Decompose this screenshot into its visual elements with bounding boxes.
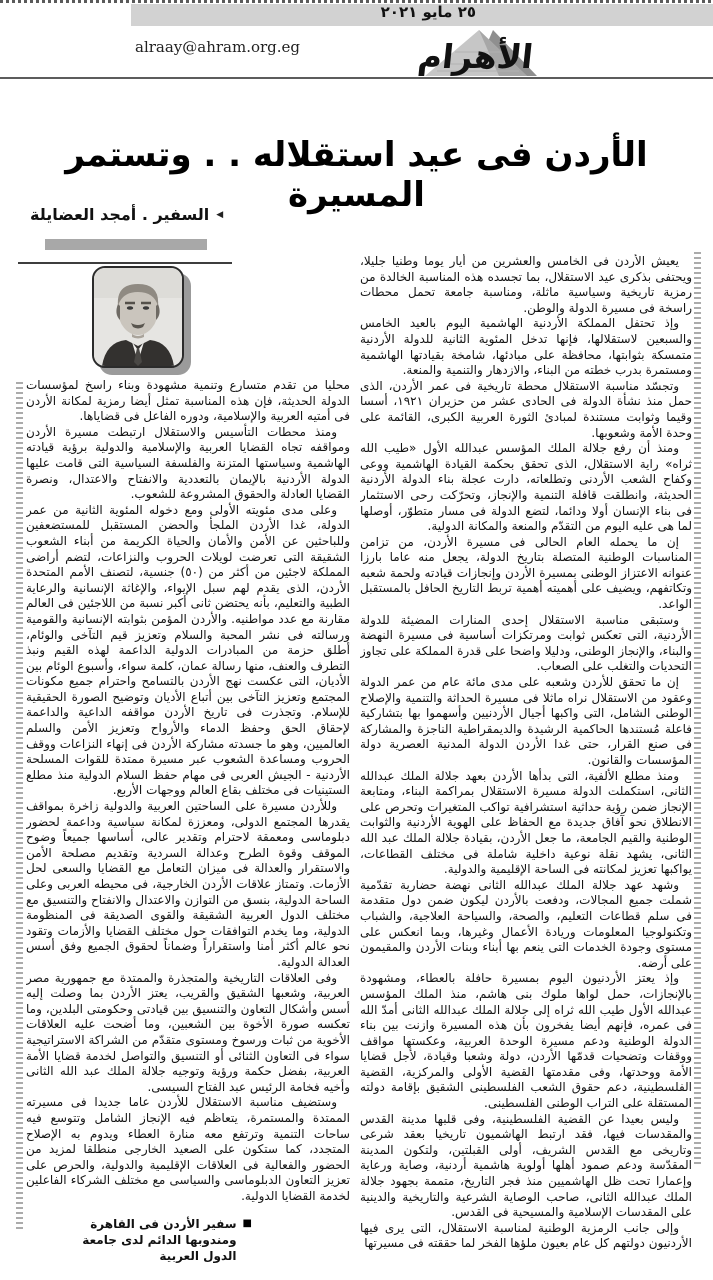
author-signature-note <box>46 1216 252 1264</box>
headline: الأردن فى عيد استقلاله . . وتستمر المسيرة <box>65 134 648 215</box>
byline-text: السفير . أمجد العضايلة <box>30 205 210 224</box>
article-paragraph: وستضيف مناسبة الاستقلال للأردن عاما جديدا فى مسيرته الممتدة والمستمرة، يتعاظم فيه الإنجاز الشامل وتتوسع فيه ساحات التنمية وترتفع معه منارة العطاء ويدوم به الإصلاح المتجدد، كما ستكون على الصعيد الخارجى منطلقا لمزيد من الحضور والفعالية فى العلاقات الإقليمية والدولية، والحرص على تعزيز التعاون الدبلوماسى والسياسى مع مختلف الشركاء الفاعلين لخدمة القضايا الدولية. <box>26 1095 350 1203</box>
article-paragraph: وتجسّد مناسبة الاستقلال محطة تاريخية فى عمر الأردن، الذى حمل منذ نشأة الدولة فى الحادى عشر من حزيران ١٩٢١، أسسا وقيما وثوابت مستندة لمبادئ الثورة العربية الكبرى، القائمة على وحدة الأمة وشعوبها. <box>360 378 692 440</box>
article-paragraph: إن ما يحمله العام الحالى فى مسيرة الأردن، من تزامن المناسبات الوطنية المتصلة بتاريخ الدولة، يجعل منه عاما بارزا عنوانه الاعتزاز الوطنى بمسيرة الأردن وإنجازات قيادته ولحمة شعبه وتكاتفهم، ويضيف على أهميته أهمية تربط التاريخ الحافل بالمستقبل الواعد. <box>360 534 692 612</box>
byline-triangle-icon: ◀ <box>216 209 224 220</box>
byline <box>30 205 225 224</box>
article-paragraph: ومنذ مطلع الألفية، التى بدأها الأردن بعهد جلالة الملك عبدالله الثانى، استكملت الدولة مسيرة الاستقلال بمراكمة البناء، ومتابعة الإنجاز ضمن رؤية حداثية استشرافية تواكب المتغيرات وتحرص على الانطلاق نحو آفاق جديدة مع الحفاظ على الهوية الأردنية والثوابت الوطنية والقيم الجامعة، ما جعل الأردن، بقيادة جلالة الملك عبد الله الثانى، يشهد نقلة نوعية داخلية شاملة فى مختلف القطاعات، يواكبها تعزيز لمكانته فى الساحة الإقليمية والدولية. <box>360 768 692 877</box>
article-paragraph: يعيش الأردن فى الخامس والعشرين من أيار يوما وطنيا جليلا، ويحتفى بذكرى عيد الاستقلال، بما تجسده هذه المناسبة الخالدة من رمزية تاريخية وسياسية ماثلة، ومناسبة جامعة تحمل محطات راسخة فى مسيرة الدولة والوطن. <box>360 254 692 315</box>
contact-email: alraay@ahram.org.eg <box>135 38 301 56</box>
byline-underline-bar <box>45 239 207 250</box>
header-rule <box>0 77 713 79</box>
article-paragraph: وستبقى مناسبة الاستقلال إحدى المنارات المضيئة للدولة الأردنية، التى تعكس ثوابت ومرتكزات أساسية فى مسيرة النهضة والبناء، والإنجاز الوطنى، ودليلا واضحا على قدرة المملكة على تجاوز التحديات والتغلب على الصعاب. <box>360 612 692 674</box>
scan-edge-artifact-left <box>16 382 23 1230</box>
article-paragraph: وفى العلاقات التاريخية والمتجذرة والممتدة مع جمهورية مصر العربية، وشعبها الشقيق والقريب، يعتز الأردن بما وصلت إليه أسس وأشكال التعاون والتنسيق بين قيادتى وحكومتى البلدين، وما تعكسه صورة الأخوة بين الشعبين، وما أضحت عليه العلاقات الأخوية من ثبات ورسوخ ومستوى متقدّم من الشراكة الاستراتيجية سواء فى التعاون الثنائى أو التنسيق والتواصل لخدمة قضايا الأمة العربية، بفضل حكمة ورؤية وتوجيه جلالة الملك عبد الله الثانى وأخيه فخامة الرئيس عبد الفتاح السيسى. <box>26 970 350 1094</box>
article-paragraph: محليا من تقدم متسارع وتنمية مشهودة وبناء راسخ لمؤسسات الدولة الحديثة، فإن هذه المناسبة تمثل أيضا رمزية لمكانة الأردن فى أمتيه العربية والإسلامية، ودوره الفاعل فى قضاياها. <box>26 378 350 424</box>
article-paragraph: وليس بعيدا عن القضية الفلسطينية، وفى قلبها مدينة القدس والمقدسات فيها، فقد ارتبط الهاشميون تاريخيا بعقد شرعى وتاريخى مع القدس الشريف، أولى القبلتين، ولتكون المدينة المقدّسة ودعم صمود أهلها أولوية هاشمية أردنية، وصاية ورعاية وإعمارا تحت ظل الهاشميين منذ فجر التاريخ، متممة بجهود جلالة الملك عبدالله الثانى، صاحب الوصاية الشرعية والتاريخية والدينية على المقدسات الإسلامية والمسيحية فى القدس. <box>360 1111 692 1220</box>
article-paragraph: ومنذ محطات التأسيس والاستقلال ارتبطت مسيرة الأردن ومواقفه تجاه القضايا العربية والإسلامية والدولية برؤية قيادته الهاشمية وسياستها المتزنة والفلسفة السياسية التى قامت عليها الدولة الأردنية بالإيمان بالتعددية والانفتاح والاعتدال، ونصرة القضايا العادلة والحقوق المشروعة للشعوب. <box>26 424 350 502</box>
article-paragraph: وإذ يعتز الأردنيون اليوم بمسيرة حافلة بالعطاء، ومشهودة بالإنجازات، حمل لواها ملوك بنى هاشم، منذ الملك المؤسس عبدالله الأول طيب الله ثراه إلى جلالة الملك عبدالله الثانى أمدّ الله فى عمره، فإنهم أيضا يفخرون بأن هذه المسيرة وازنت بين بناء الدولة الوطنية ودعم مسيرة الوحدة العربية، وعكستها مواقف ووقفات وتضحيات قدمّها الأردن، دولة وشعبا وقيادة، لأجل قضايا الأمة ووحدتها، وفى مقدمتها القضية الأولى والمركزية، القضية الفلسطينية، دعم حقوق الشعب الفلسطينى الشقيق بإقامة دولته المستقلة على التراب الوطنى الفلسطينى. <box>360 971 692 1111</box>
square-bullet-icon: ■ <box>242 1218 252 1229</box>
article-right-column <box>360 254 692 1276</box>
portrait-icon <box>94 268 182 366</box>
issue-date: ٢٥ مايو ٢٠٢١ <box>380 3 476 21</box>
ahram-logo <box>415 24 545 80</box>
article-paragraph: وللأردن مسيرة على الساحتين العربية والدولية زاخرة بمواقف يقدرها المجتمع الدولى، ومعززة لمكانة سياسية وداعمة لحضور دبلوماسى ومعمقة لاحترام وتقدير عالى، أساسها جميعاً وضوح الموقف وقوة الطرح وعدالة السردية وتقديم مصلحة الأمن والاستقرار والعدالة فى ميزان التعامل مع القضايا والسعى لحل الأزمات. وتمتاز علاقات الأردن الخارجية، فى محيطه العربى وعلى الساحة الدولية، بنسق من التوازن والاعتدال والانفتاح والتنسيق مع مختلف الدول العربية الشقيقة والقوى الصديقة فى المنظومة الدولية، وما يخدم التوافقات حول مختلف القضايا والأزمات وتقود نحو عالم أكثر أمنا واستقراراً وضماناً لحقوق الجميع وفق أسس العدالة الدولية. <box>26 799 350 969</box>
article-left-column <box>26 378 350 1208</box>
author-photo <box>92 266 184 368</box>
article-paragraph: وإذ تحتفل المملكة الأردنية الهاشمية اليوم بالعيد الخامس والسبعين لاستقلالها، فإنها تدخل المئوية الثانية للدولة الأردنية متمسكة بثوابتها، محافظة على مبادئها، شامخة بقيادتها الهاشمية ومستمرة بدرب خطته من البناء، والازدهار والتنمية والمنعة. <box>360 316 692 378</box>
svg-text:الأهرام: الأهرام <box>416 37 536 76</box>
signature-text: سفير الأردن فى القاهرة ومندوبها الدائم لدى جامعة الدول العربية <box>82 1217 237 1263</box>
article-paragraph: ومنذ أن رفع جلالة الملك المؤسس عبدالله الأول «طيب الله ثراه» راية الاستقلال، الذى تحقق بحكمة القيادة الهاشمية ووعى وكفاح الشعب الأردنى وتطلعاته، دارت عجلة بناء الدولة الأردنية الحديثة، وانطلقت قافلة التنمية والإنجاز، وتحرّكت رحى الاستثمار فى بناء الإنسان أولا ودائما، لتضع الدولة فى مسار متطوّر، أوصلها لما هى عليه اليوم من التقدّم والمنعة والمكانة الدولية. <box>360 441 692 534</box>
article-paragraph: إن ما تحقق للأردن وشعبه على مدى مائة عام من عمر الدولة وعقود من الاستقلال نراه ماثلا فى مسيرة الحداثة والتنمية والإصلاح الوطنى الشامل، التى واكبها أجيال الأردنيين وأسهموا بها بتشاركية فاعلة مُستندها الحاكمية الرشيدة والديمقراطية الناجزة والمشاركة فى صنع القرار، حتى غدا الأردن الدولة المدنية العصرية دولة المؤسسات والقانون. <box>360 675 692 767</box>
column-rule <box>18 262 232 264</box>
scan-edge-artifact-right <box>694 252 701 1164</box>
top-dotted-border <box>0 0 713 3</box>
pyramid-icon <box>415 24 545 80</box>
article-paragraph: وإلى جانب الرمزية الوطنية لمناسبة الاستقلال، التى يرى فيها الأردنيون دولتهم كل عام بعيون ملؤها الفخر لما حققته فى مسيرتها <box>360 1220 692 1251</box>
article-paragraph: وشهد عهد جلالة الملك عبدالله الثانى نهضة حضارية تقدّمية شملت جميع المجالات، ودفعت بالأردن ليكون ضمن دول متقدمة فى سلم قطاعات التعليم، والصحة، والسياحة العلاجية، والشباب وتكنولوجيا المعلومات وريادة الأعمال وغيرها، وبما انعكس على مستوى وجودة الخدمات التى ينعم بها أبناء وبنات الأردن والمقيمون على أرضه. <box>360 877 692 970</box>
article-paragraph: وعلى مدى مئويته الأولى ومع دخوله المئوية الثانية من عمر الدولة، غدا الأردن الملجأ والحضن المستقبل للمستضعفين وللباحثين عن الأمن والأمان والحياة الكريمة من أبناء الشعوب الشقيقة التى تعرضت لويلات الحروب والنزاعات، لتضم أراضى المملكة لاجئين من أكثر من (٥٠) جنسية، لتصنف الأمم المتحدة الأردن، الذى يقدم لهم سبل الإيواء، والإغاثة الإنسانية والرعاية الطبية والتعليم، بأنه يحتضن ثانى أكبر نسبة من اللاجئين فى العالم مقارنة مع عدد مواطنيه. والأردن المؤمن بثوابته الإنسانية والقومية ورسالته فى نشر المحبة والسلام وتعزيز قيم التآخى والوئام، أطلق حزمة من المبادرات الدولية الداعمة لهذه القيم ونبذ التطرف والعنف، منها رسالة عمان، كلمة سواء، وأسبوع الوئام بين الأديان، التى عكست نهج الأردن بالتسامح واحترام جميع مكونات المجتمع وتعزيز التآخى بين أتباع الأديان وتوضيح الصورة الحقيقية للإسلام. وتجذرت فى تاريخ الأردن مواقفه الداعية والداعمة لإحقاق الحق وحفظ الدماء والأرواح وتعزيز الأمن والسلم العالميين، وهو ما جسدته مشاركة الأردن فى إنهاء النزاعات ووقف الحروب ومساعدة الشعوب عبر مسيرة ممتدة للقوات المسلحة الأردنية - الجيش العربى فى مهام حفظ السلام الدولية منذ مطلع الستينيات فى مختلف بقاع العالم ووجهات الأربع. <box>26 502 350 798</box>
